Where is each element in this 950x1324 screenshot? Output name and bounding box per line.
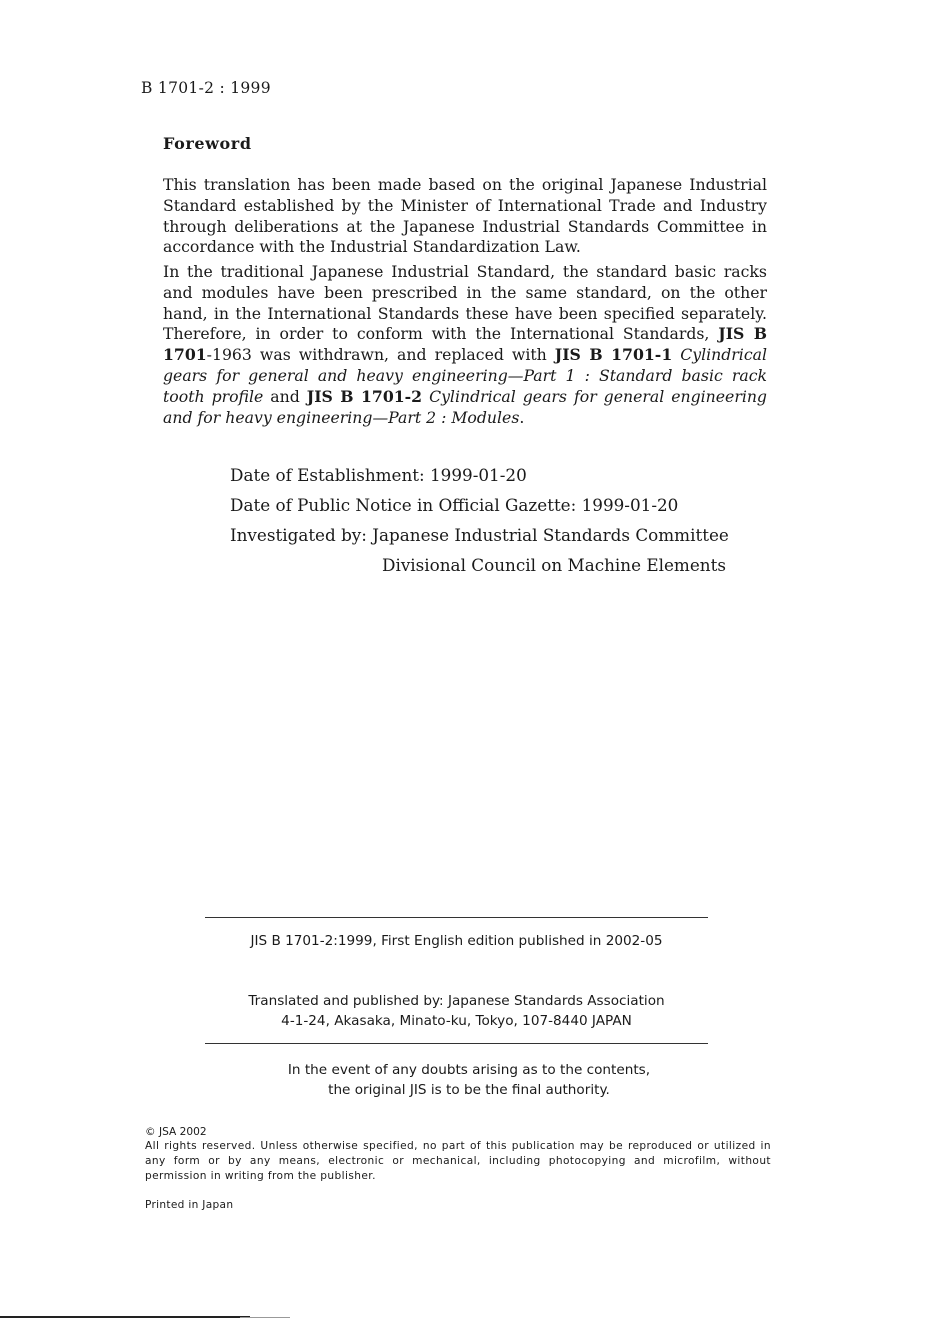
printed-in: Printed in Japan <box>145 1199 234 1211</box>
standard-reference: JIS B 1701-2 <box>306 386 423 406</box>
paragraph-text: In the traditional Japanese Industrial Standard, the standard basic racks and modules have been prescribed in the same standard, on the other hand, in the International Standards these have been specified separately. Therefore, in order to conform with the International Standards, <box>163 262 767 344</box>
page-edge-rule <box>240 1317 290 1318</box>
rights-notice: All rights reserved. Unless otherwise specified, no part of this publication may be reproduced or utilized in any form or by any means, electronic or mechanical, including photocopying and microfilm, without permission in writing from the publisher. <box>145 1140 771 1183</box>
standard-reference: JIS B 1701-1 <box>554 345 673 365</box>
paragraph-text: . <box>519 407 525 427</box>
divider <box>205 917 708 918</box>
foreword-heading: Foreword <box>163 134 252 153</box>
investigating-council: Divisional Council on Machine Elements <box>382 555 726 575</box>
translated-by: Translated and published by: Japanese Standards Association <box>248 993 665 1009</box>
divider <box>205 1043 708 1044</box>
investigated-by: Investigated by: Japanese Industrial Standards Committee <box>230 525 729 545</box>
paragraph-text: -1963 was withdrawn, and replaced with <box>206 345 555 365</box>
standard-title: Cylindrical gears for general and heavy engineering—Part 1 : Standard basic rack tooth profile <box>163 345 767 406</box>
authority-note-line: the original JIS is to be the final authority. <box>328 1082 610 1098</box>
authority-note <box>205 1060 733 1100</box>
copyright: © JSA 2002 <box>145 1126 207 1138</box>
standard-number: B 1701-2 : 1999 <box>141 79 271 97</box>
foreword-paragraph-1: This translation has been made based on the original Japanese Industrial Standard established by the Minister of International Trade and Industry through deliberations at the Japanese Industrial Standards Committee in accordance with the Industrial Standardization Law. <box>163 175 767 257</box>
date-of-public-notice: Date of Public Notice in Official Gazette: 1999-01-20 <box>230 495 679 515</box>
edition-note: JIS B 1701-2:1999, First English edition published in 2002-05 <box>250 933 663 949</box>
standard-title: Cylindrical gears for general engineering and for heavy engineering—Part 2 : Modules <box>163 386 767 427</box>
authority-note-line: In the event of any doubts arising as to the contents, <box>287 1062 651 1078</box>
paragraph-text: and <box>263 386 307 406</box>
date-of-establishment: Date of Establishment: 1999-01-20 <box>230 465 527 485</box>
foreword-paragraph-2 <box>163 262 767 428</box>
publisher-block <box>205 991 708 1031</box>
standard-reference: JIS B 1701 <box>163 324 768 365</box>
publisher-address: 4-1-24, Akasaka, Minato-ku, Tokyo, 107-8440 JAPAN <box>281 1013 632 1029</box>
page-edge-rule <box>0 1316 250 1318</box>
